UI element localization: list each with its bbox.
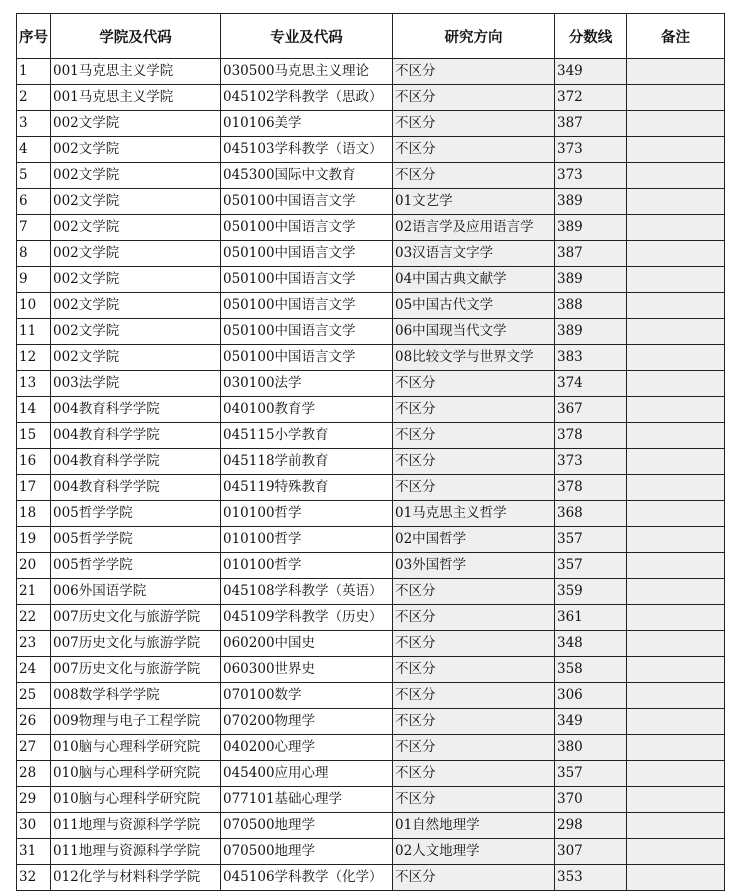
table-row (17, 813, 725, 839)
score-cell: 388 (555, 293, 627, 319)
major-cell: 077101基础心理学 (221, 787, 393, 813)
note-cell (627, 423, 725, 449)
table-row (17, 657, 725, 683)
index-cell: 23 (17, 631, 51, 657)
table-row (17, 189, 725, 215)
college-cell: 002文学院 (51, 163, 221, 189)
score-cell: 359 (555, 579, 627, 605)
header-college: 学院及代码 (51, 14, 221, 59)
college-cell: 008数学科学学院 (51, 683, 221, 709)
major-cell: 045119特殊教育 (221, 475, 393, 501)
major-cell: 010106美学 (221, 111, 393, 137)
direction-cell: 不区分 (393, 865, 555, 891)
index-cell: 8 (17, 241, 51, 267)
direction-cell: 08比较文学与世界文学 (393, 345, 555, 371)
table-row (17, 319, 725, 345)
major-cell: 050100中国语言文学 (221, 241, 393, 267)
score-cell: 387 (555, 111, 627, 137)
index-cell: 27 (17, 735, 51, 761)
major-cell: 050100中国语言文学 (221, 345, 393, 371)
direction-cell: 不区分 (393, 605, 555, 631)
header-major: 专业及代码 (221, 14, 393, 59)
direction-cell: 不区分 (393, 111, 555, 137)
direction-cell: 不区分 (393, 761, 555, 787)
direction-cell: 不区分 (393, 371, 555, 397)
score-cell: 389 (555, 267, 627, 293)
college-cell: 006外国语学院 (51, 579, 221, 605)
table-row (17, 787, 725, 813)
major-cell: 045103学科教学（语文） (221, 137, 393, 163)
college-cell: 002文学院 (51, 215, 221, 241)
index-cell: 9 (17, 267, 51, 293)
score-cell: 361 (555, 605, 627, 631)
note-cell (627, 449, 725, 475)
note-cell (627, 59, 725, 85)
note-cell (627, 865, 725, 891)
score-cell: 378 (555, 423, 627, 449)
major-cell: 070200物理学 (221, 709, 393, 735)
major-cell: 050100中国语言文学 (221, 319, 393, 345)
direction-cell: 03汉语言文字学 (393, 241, 555, 267)
note-cell (627, 215, 725, 241)
score-cell: 307 (555, 839, 627, 865)
major-cell: 045109学科教学（历史） (221, 605, 393, 631)
score-cell: 353 (555, 865, 627, 891)
college-cell: 002文学院 (51, 345, 221, 371)
score-cell: 373 (555, 449, 627, 475)
note-cell (627, 579, 725, 605)
direction-cell: 03外国哲学 (393, 553, 555, 579)
table-row (17, 709, 725, 735)
direction-cell: 不区分 (393, 709, 555, 735)
index-cell: 12 (17, 345, 51, 371)
direction-cell: 02语言学及应用语言学 (393, 215, 555, 241)
score-cell: 389 (555, 189, 627, 215)
index-cell: 17 (17, 475, 51, 501)
note-cell (627, 527, 725, 553)
note-cell (627, 813, 725, 839)
note-cell (627, 787, 725, 813)
major-cell: 030100法学 (221, 371, 393, 397)
index-cell: 13 (17, 371, 51, 397)
score-cell: 367 (555, 397, 627, 423)
note-cell (627, 371, 725, 397)
score-cell: 387 (555, 241, 627, 267)
index-cell: 30 (17, 813, 51, 839)
college-cell: 001马克思主义学院 (51, 59, 221, 85)
score-cell: 374 (555, 371, 627, 397)
direction-cell: 02中国哲学 (393, 527, 555, 553)
header-index: 序号 (17, 14, 51, 59)
index-cell: 16 (17, 449, 51, 475)
score-cell: 368 (555, 501, 627, 527)
note-cell (627, 683, 725, 709)
direction-cell: 不区分 (393, 423, 555, 449)
major-cell: 070100数学 (221, 683, 393, 709)
major-cell: 040100教育学 (221, 397, 393, 423)
college-cell: 007历史文化与旅游学院 (51, 631, 221, 657)
table-row (17, 423, 725, 449)
major-cell: 045400应用心理 (221, 761, 393, 787)
table-row (17, 345, 725, 371)
note-cell (627, 267, 725, 293)
table-row (17, 241, 725, 267)
table-row (17, 371, 725, 397)
direction-cell: 01马克思主义哲学 (393, 501, 555, 527)
index-cell: 22 (17, 605, 51, 631)
index-cell: 28 (17, 761, 51, 787)
score-cell: 357 (555, 553, 627, 579)
college-cell: 002文学院 (51, 241, 221, 267)
note-cell (627, 397, 725, 423)
score-cell: 389 (555, 215, 627, 241)
score-table (16, 13, 725, 891)
college-cell: 002文学院 (51, 293, 221, 319)
note-cell (627, 631, 725, 657)
direction-cell: 不区分 (393, 631, 555, 657)
index-cell: 25 (17, 683, 51, 709)
direction-cell: 不区分 (393, 59, 555, 85)
note-cell (627, 85, 725, 111)
college-cell: 004教育科学学院 (51, 475, 221, 501)
major-cell: 050100中国语言文学 (221, 267, 393, 293)
index-cell: 10 (17, 293, 51, 319)
direction-cell: 不区分 (393, 579, 555, 605)
score-cell: 358 (555, 657, 627, 683)
direction-cell: 01自然地理学 (393, 813, 555, 839)
note-cell (627, 735, 725, 761)
score-cell: 357 (555, 527, 627, 553)
index-cell: 21 (17, 579, 51, 605)
college-cell: 011地理与资源科学学院 (51, 839, 221, 865)
direction-cell: 不区分 (393, 137, 555, 163)
table-row (17, 865, 725, 891)
index-cell: 29 (17, 787, 51, 813)
header-score: 分数线 (555, 14, 627, 59)
index-cell: 1 (17, 59, 51, 85)
note-cell (627, 293, 725, 319)
score-cell: 298 (555, 813, 627, 839)
table-row (17, 579, 725, 605)
college-cell: 002文学院 (51, 267, 221, 293)
index-cell: 19 (17, 527, 51, 553)
note-cell (627, 657, 725, 683)
note-cell (627, 839, 725, 865)
note-cell (627, 345, 725, 371)
major-cell: 050100中国语言文学 (221, 293, 393, 319)
note-cell (627, 111, 725, 137)
index-cell: 4 (17, 137, 51, 163)
index-cell: 32 (17, 865, 51, 891)
college-cell: 004教育科学学院 (51, 397, 221, 423)
table-row (17, 397, 725, 423)
direction-cell: 不区分 (393, 475, 555, 501)
major-cell: 045300国际中文教育 (221, 163, 393, 189)
direction-cell: 不区分 (393, 735, 555, 761)
score-cell: 373 (555, 137, 627, 163)
college-cell: 007历史文化与旅游学院 (51, 657, 221, 683)
college-cell: 010脑与心理科学研究院 (51, 787, 221, 813)
note-cell (627, 553, 725, 579)
index-cell: 31 (17, 839, 51, 865)
table-row (17, 501, 725, 527)
college-cell: 005哲学学院 (51, 527, 221, 553)
note-cell (627, 319, 725, 345)
table-row (17, 631, 725, 657)
index-cell: 20 (17, 553, 51, 579)
index-cell: 15 (17, 423, 51, 449)
table-row (17, 761, 725, 787)
college-cell: 007历史文化与旅游学院 (51, 605, 221, 631)
major-cell: 045102学科教学（思政） (221, 85, 393, 111)
index-cell: 2 (17, 85, 51, 111)
score-cell: 348 (555, 631, 627, 657)
college-cell: 002文学院 (51, 137, 221, 163)
note-cell (627, 189, 725, 215)
note-cell (627, 163, 725, 189)
major-cell: 060200中国史 (221, 631, 393, 657)
college-cell: 005哲学学院 (51, 553, 221, 579)
college-cell: 004教育科学学院 (51, 449, 221, 475)
college-cell: 002文学院 (51, 111, 221, 137)
major-cell: 060300世界史 (221, 657, 393, 683)
major-cell: 070500地理学 (221, 839, 393, 865)
major-cell: 040200心理学 (221, 735, 393, 761)
index-cell: 11 (17, 319, 51, 345)
index-cell: 18 (17, 501, 51, 527)
score-cell: 389 (555, 319, 627, 345)
college-cell: 005哲学学院 (51, 501, 221, 527)
college-cell: 002文学院 (51, 319, 221, 345)
table-row (17, 163, 725, 189)
score-cell: 306 (555, 683, 627, 709)
direction-cell: 不区分 (393, 397, 555, 423)
score-cell: 349 (555, 59, 627, 85)
table-row (17, 85, 725, 111)
note-cell (627, 501, 725, 527)
score-cell: 372 (555, 85, 627, 111)
note-cell (627, 137, 725, 163)
major-cell: 050100中国语言文学 (221, 215, 393, 241)
major-cell: 030500马克思主义理论 (221, 59, 393, 85)
table-body (17, 59, 725, 891)
direction-cell: 05中国古代文学 (393, 293, 555, 319)
table-row (17, 735, 725, 761)
direction-cell: 06中国现当代文学 (393, 319, 555, 345)
college-cell: 004教育科学学院 (51, 423, 221, 449)
major-cell: 045108学科教学（英语） (221, 579, 393, 605)
direction-cell: 不区分 (393, 449, 555, 475)
score-cell: 357 (555, 761, 627, 787)
table-row (17, 839, 725, 865)
index-cell: 24 (17, 657, 51, 683)
index-cell: 26 (17, 709, 51, 735)
major-cell: 045118学前教育 (221, 449, 393, 475)
direction-cell: 不区分 (393, 787, 555, 813)
score-cell: 383 (555, 345, 627, 371)
major-cell: 050100中国语言文学 (221, 189, 393, 215)
table-row (17, 605, 725, 631)
major-cell: 010100哲学 (221, 501, 393, 527)
table-row (17, 111, 725, 137)
note-cell (627, 475, 725, 501)
major-cell: 010100哲学 (221, 553, 393, 579)
college-cell: 003法学院 (51, 371, 221, 397)
major-cell: 045106学科教学（化学） (221, 865, 393, 891)
index-cell: 3 (17, 111, 51, 137)
table-row (17, 267, 725, 293)
direction-cell: 不区分 (393, 163, 555, 189)
note-cell (627, 761, 725, 787)
major-cell: 045115小学教育 (221, 423, 393, 449)
table-row (17, 59, 725, 85)
note-cell (627, 709, 725, 735)
major-cell: 010100哲学 (221, 527, 393, 553)
table-row (17, 527, 725, 553)
score-cell: 378 (555, 475, 627, 501)
table-row (17, 215, 725, 241)
score-cell: 380 (555, 735, 627, 761)
index-cell: 6 (17, 189, 51, 215)
score-cell: 349 (555, 709, 627, 735)
college-cell: 012化学与材料科学学院 (51, 865, 221, 891)
college-cell: 010脑与心理科学研究院 (51, 761, 221, 787)
note-cell (627, 605, 725, 631)
header-note: 备注 (627, 14, 725, 59)
header-direction: 研究方向 (393, 14, 555, 59)
direction-cell: 01文艺学 (393, 189, 555, 215)
table-row (17, 449, 725, 475)
college-cell: 011地理与资源科学学院 (51, 813, 221, 839)
table-row (17, 683, 725, 709)
table-row (17, 553, 725, 579)
direction-cell: 不区分 (393, 683, 555, 709)
direction-cell: 04中国古典文献学 (393, 267, 555, 293)
table-row (17, 475, 725, 501)
college-cell: 010脑与心理科学研究院 (51, 735, 221, 761)
index-cell: 14 (17, 397, 51, 423)
direction-cell: 不区分 (393, 657, 555, 683)
college-cell: 009物理与电子工程学院 (51, 709, 221, 735)
college-cell: 001马克思主义学院 (51, 85, 221, 111)
note-cell (627, 241, 725, 267)
college-cell: 002文学院 (51, 189, 221, 215)
header-row (17, 14, 725, 59)
major-cell: 070500地理学 (221, 813, 393, 839)
score-cell: 373 (555, 163, 627, 189)
index-cell: 5 (17, 163, 51, 189)
table-row (17, 293, 725, 319)
index-cell: 7 (17, 215, 51, 241)
score-cell: 370 (555, 787, 627, 813)
direction-cell: 02人文地理学 (393, 839, 555, 865)
direction-cell: 不区分 (393, 85, 555, 111)
table-row (17, 137, 725, 163)
